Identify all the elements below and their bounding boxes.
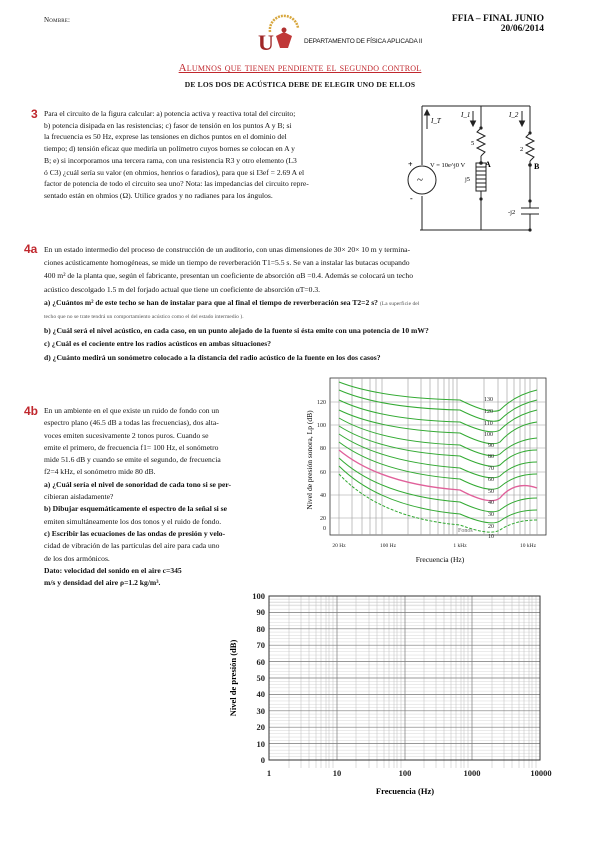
name-label: Nombre: [44, 16, 71, 24]
svg-text:10000: 10000 [530, 768, 552, 778]
svg-text:10: 10 [256, 739, 265, 749]
current-2-label: I_2 [509, 111, 519, 119]
q4a-subquestion-a: a) ¿Cuántos m² de este techo se han de instalar para que al final el tiempo de reverberación sea T2=2 s? (La superficie del [44, 297, 420, 307]
svg-text:100: 100 [252, 591, 265, 601]
source-value-label: V = 10e^j0 V [430, 162, 466, 169]
svg-text:40: 40 [256, 689, 265, 699]
svg-text:120: 120 [484, 409, 493, 415]
svg-text:130: 130 [484, 397, 493, 403]
x-axis-label: Frecuencia (Hz) [375, 786, 435, 796]
q4b-line: emite el primero, de frecuencia f1= 100 Hz, el sonómetro [44, 442, 219, 452]
svg-text:90: 90 [256, 607, 265, 617]
q3-line: sentado están en ohmios (Ω). Utilice grados y no radianes para los ángulos. [44, 190, 273, 200]
svg-text:60: 60 [256, 657, 265, 667]
page-title: Alumnos que tienen pendiente el segundo control [178, 62, 422, 74]
q3-line: Para el circuito de la figura calcular: a) potencia activa y reactiva total del circuito; [44, 109, 296, 118]
svg-text:U: U [258, 30, 274, 52]
r2-label: 2 [520, 146, 524, 153]
current-1-label: I_1 [461, 111, 471, 119]
q4b-subquestion-b: b) Dibujar esquemáticamente el espectro de la señal si se [44, 504, 228, 514]
svg-text:40: 40 [320, 493, 326, 499]
l1-label: j5 [465, 176, 471, 183]
svg-text:20: 20 [320, 516, 326, 522]
q4b-line: espectro plano (46.5 dB a todas las frecuencias), dos alta- [44, 418, 219, 428]
q3-line: la frecuencia es 50 Hz, exprese las tensiones en dichos puntos en el dominio del [44, 132, 287, 142]
svg-text:60: 60 [488, 477, 494, 483]
svg-text:80: 80 [488, 454, 494, 460]
svg-text:10: 10 [488, 534, 494, 540]
svg-text:80: 80 [256, 624, 265, 634]
resistor-5-icon [477, 128, 485, 156]
svg-text:100: 100 [398, 768, 412, 778]
x-tick-20hz: 20 Hz [332, 543, 346, 549]
q4a-line: acústico descolgado 1.5 m del forjado actual que tiene un coeficiente de absorción αT=0.3. [44, 284, 321, 294]
department-name: DEPARTAMENTO DE FÍSICA APLICADA II [304, 38, 423, 45]
svg-text:120: 120 [317, 400, 326, 406]
svg-text:60: 60 [320, 470, 326, 476]
svg-text:100: 100 [317, 423, 326, 429]
q4b-data: Dato: velocidad del sonido en el aire c=345 [44, 565, 182, 575]
plus-label: + [408, 160, 413, 169]
svg-text:1: 1 [266, 768, 272, 778]
q4b-line: cidad de vibración de las partículas del aire para cada uno [44, 541, 220, 551]
q4b-line: cibieran aisladamente? [44, 492, 114, 502]
x-tick-10khz: 10 kHz [519, 543, 537, 549]
q4a-subquestion-b: b) ¿Cuál será el nivel acústico, en cada caso, en un punto alejado de la fuente si ésta emite con una potencia de 10 mW? [44, 326, 429, 336]
q4b-data: m/s y densidad del aire ρ=1.2 kg/m³. [44, 578, 161, 588]
svg-text:0: 0 [323, 526, 326, 532]
y-axis-label: Nivel de presión (dB) [228, 639, 238, 717]
q3-line: b) potencia disipada en las resistencias; c) fasor de tensión en los puntos A y B; si [44, 120, 292, 130]
q4b-subquestion-c: c) Escribir las ecuaciones de las ondas de presión y velo- [44, 528, 226, 538]
question-4b-text [44, 405, 300, 589]
q4b-line: f2=4 kHz, el sonómetro mide 80 dB. [44, 467, 156, 477]
svg-text:90: 90 [488, 443, 494, 449]
svg-text:50: 50 [256, 673, 265, 683]
question-number-4a: 4a [24, 242, 38, 256]
x-axis-label: Frecuencia (Hz) [415, 555, 465, 564]
spectrum-answer-grid [220, 588, 560, 803]
x-tick-100hz: 100 Hz [379, 543, 397, 549]
svg-text:20: 20 [256, 722, 265, 732]
exam-date: 20/06/2014 [500, 24, 544, 34]
q4b-subquestion-a: a) ¿Cuál sería el nivel de sonoridad de cada tono si se per- [44, 479, 232, 489]
svg-text:40: 40 [488, 500, 494, 506]
svg-text:70: 70 [488, 466, 494, 472]
x-tick-1khz: 1 kHz [453, 543, 467, 549]
university-logo [256, 14, 306, 52]
svg-text:80: 80 [320, 446, 326, 452]
question-number-3: 3 [31, 107, 38, 121]
svg-text:10: 10 [332, 768, 342, 778]
y-axis-label: Nivel de presión sonora, Lp (dB) [305, 410, 314, 510]
course-label: FFIA – FINAL JUNIO [451, 14, 544, 24]
svg-text:20: 20 [488, 524, 494, 530]
r1-label: 5 [471, 140, 475, 147]
q3-line: ó C3) ¿cuál sería su valor (en ohmios, henrios o faradios), para que si I3ef = 2.69 A el [44, 167, 305, 177]
node-a-label: A [485, 160, 491, 169]
q4a-line: ciones acústicamente homogéneas, se mide un tiempo de reverberación T1=5.5 s. Se van a instalar las butacas ocupando [44, 258, 410, 268]
q4b-line: de los dos armónicos. [44, 553, 110, 563]
circuit-diagram [405, 103, 555, 233]
source-symbol: ~ [417, 174, 423, 186]
svg-text:1000: 1000 [463, 768, 481, 778]
question-number-4b: 4b [24, 404, 39, 418]
q4a-line: 400 m² de la planta que, según el fabricante, presentan un coeficiente de absorción αB =0.4. Además se colocará un techo [44, 271, 413, 281]
svg-text:30: 30 [256, 706, 265, 716]
phon-legend-label: Fonos [458, 528, 473, 534]
c2-label: -j2 [508, 209, 516, 216]
question-4a-text [44, 243, 556, 364]
minus-label: - [410, 194, 413, 203]
page-subtitle: DE LOS DOS DE ACÚSTICA DEBE DE ELEGIR UNO DE ELLOS [184, 80, 416, 89]
q4b-line: emiten simultáneamente los dos tonos y el ruido de fondo. [44, 516, 222, 526]
svg-text:30: 30 [488, 512, 494, 518]
q4b-line: En un ambiente en el que existe un ruido de fondo con un [44, 406, 220, 415]
q3-line: B; e) si incorporamos una tercera rama, con una resistencia R3 y otro elemento (L3 [44, 155, 297, 165]
q4b-line: mide 51.6 dB y cuando se emite el segundo, de frecuencia [44, 455, 221, 465]
q3-line: factor de potencia de todo el circuito sea uno? Nota: las impedancias del circuito repre- [44, 179, 309, 189]
svg-text:110: 110 [484, 421, 493, 427]
q4a-note: techo que no se trate tendrá un comportamiento acústico como el del estado intermedio ). [44, 314, 244, 321]
svg-text:0: 0 [260, 755, 265, 765]
node-b-label: B [534, 162, 540, 171]
q4a-subquestion-d: d) ¿Cuánto medirá un sonómetro colocado a la distancia del radio acústico de la fuente en los dos casos? [44, 352, 381, 362]
svg-text:50: 50 [488, 489, 494, 495]
svg-text:70: 70 [256, 640, 265, 650]
current-total-label: I_T [431, 117, 441, 125]
question-3-text [44, 108, 374, 202]
resistor-2-icon [526, 133, 534, 161]
q3-line: tiempo; d) tensión eficaz que mediría un polímetro cuyos bornes se colocan en A y [44, 144, 295, 154]
q4a-line: En un estado intermedio del proceso de construcción de un auditorio, con unas dimensiones de 30× 20× 10 m y termina- [44, 245, 411, 254]
exam-header [452, 14, 544, 34]
q4a-subquestion-c: c) ¿Cuál es el cociente entre los radios acústicos en ambas situaciones? [44, 339, 272, 349]
q4b-line: voces emiten sucesivamente 2 tonos puros. Cuando se [44, 430, 209, 440]
equal-loudness-chart [300, 370, 555, 585]
svg-text:100: 100 [484, 432, 493, 438]
